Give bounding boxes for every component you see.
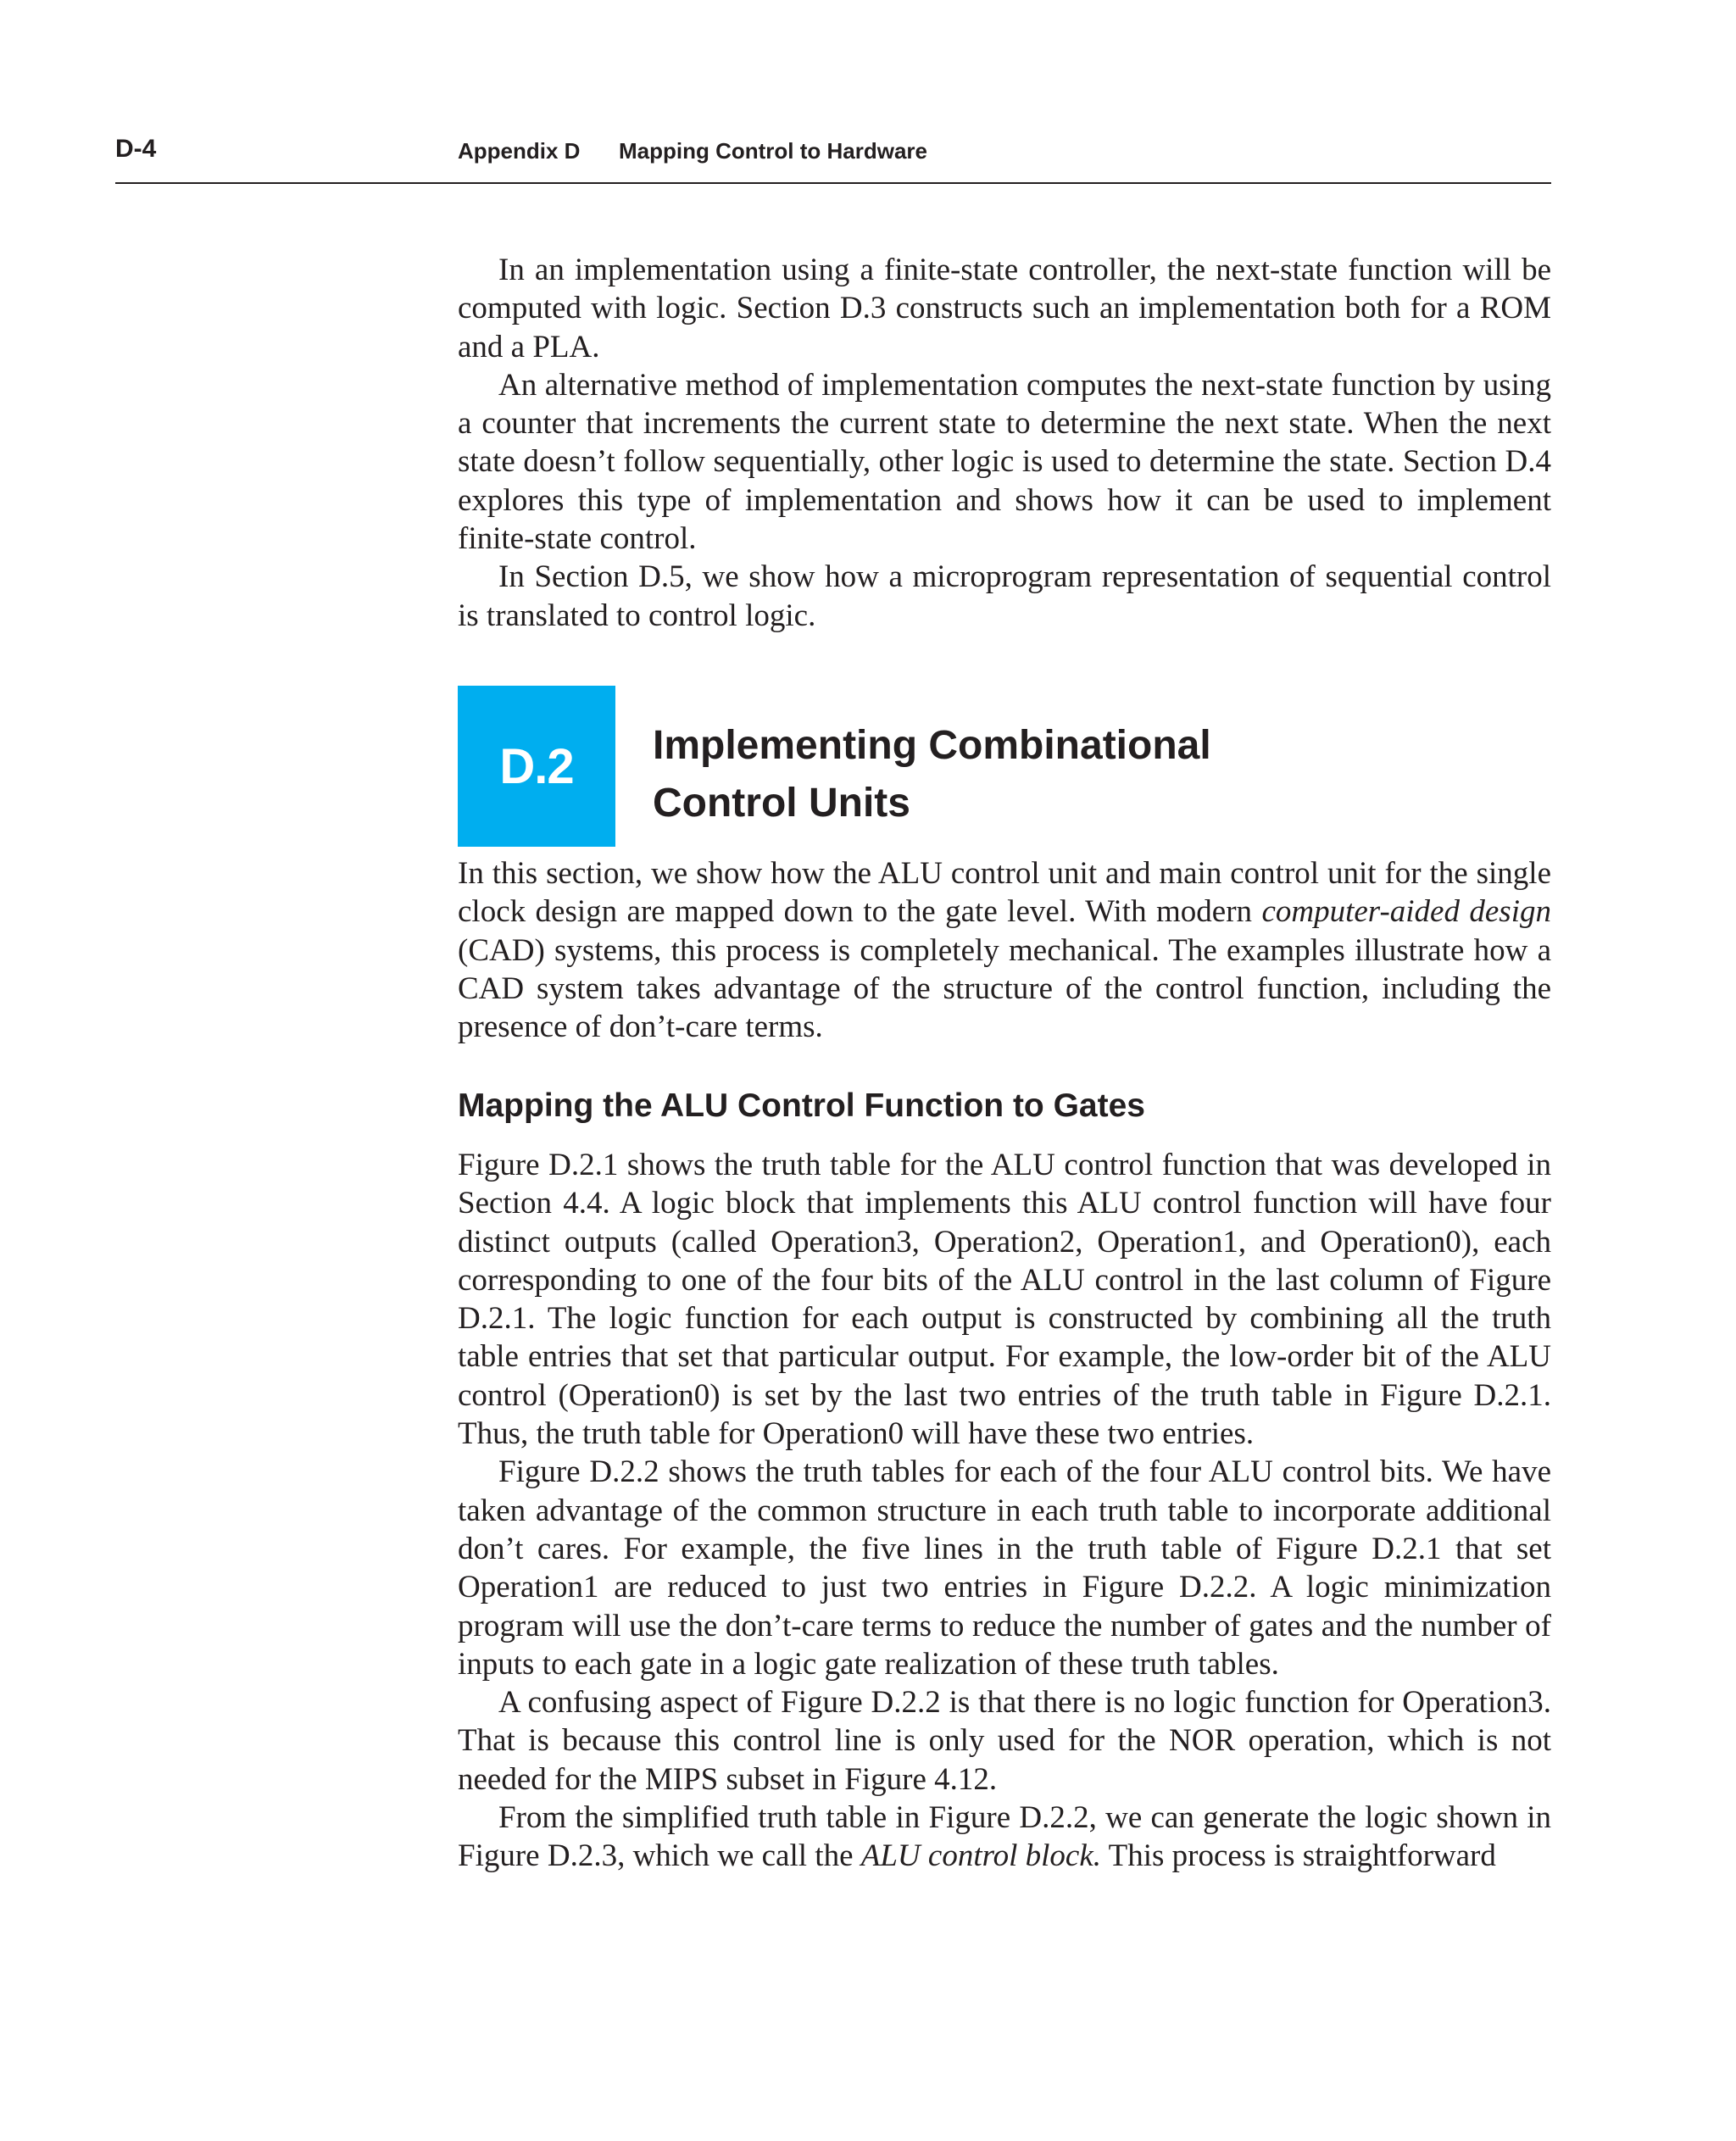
subsection-paragraph-2: Figure D.2.2 shows the truth tables for each of the four ALU control bits. We have taken advantage of the common structure in each truth table to incorporate additional don’t cares. For example, the five lines in the truth table of Figure D.2.1 that set Operation1 are reduced to just two entries in Figure D.2.2. A logic minimization program will use the don’t-care terms to reduce the number of gates and the number of inputs to each gate in a logic gate realization of these truth tables.: [458, 1454, 1551, 1682]
subsection-paragraph-1: Figure D.2.1 shows the truth table for the ALU control function that was developed in Section 4.4. A logic block that implements this ALU control function will have four distinct outputs (called Operation3, Operation2, Operation1, and Operation0), each corresponding to one of the four bits of the ALU control in the last column of Figure D.2.1. The logic function for each output is constructed by combining all the truth table entries that set that particular output. For example, the low-order bit of the ALU control (Operation0) is set by the last two entries of the truth table in Figure D.2.1. Thus, the truth table for Operation0 will have these two entries.: [458, 1148, 1551, 1452]
subsection-paragraph-4: [458, 1799, 1551, 1876]
page-number: D-4: [115, 135, 157, 163]
header-chapter-title: Mapping Control to Hardware: [619, 138, 927, 164]
subsection-paragraph-4-text-a: From the simplified truth table in Figure D.2.2, we can generate the logic shown in Figure D.2.3, which we call the: [458, 1800, 1551, 1874]
intro-paragraph-3: In Section D.5, we show how a microprogram representation of sequential control is translated to control logic.: [458, 559, 1551, 633]
subsection-body-text: [458, 1146, 1551, 1876]
section-title: [653, 717, 1211, 832]
section-intro-text-b: (CAD) systems, this process is completely mechanical. The examples illustrate how a CAD system takes advantage of the structure of the control function, including the presence of don’t-care terms.: [458, 932, 1551, 1045]
section-title-line-2: Control Units: [653, 781, 910, 826]
intro-paragraph-2: An alternative method of implementation computes the next-state function by using a counter that increments the current state to determine the next state. When the next state doesn’t follow sequentially, other logic is used to determine the state. Section D.4 explores this type of implementation and shows how it can be used to implement finite-state control.: [458, 367, 1551, 557]
subsection-paragraph-4-text-b: This process is straightforward: [1101, 1838, 1496, 1874]
intro-paragraph-1: In an implementation using a finite-state controller, the next-state function will be computed with logic. Section D.3 constructs such an implementation both for a ROM and a PLA.: [458, 253, 1551, 364]
section-intro-text: [458, 854, 1551, 1046]
intro-text: [458, 251, 1551, 635]
subsection-paragraph-4-italic-term: ALU control block.: [860, 1838, 1102, 1874]
section-number-badge: D.2: [458, 686, 615, 847]
header-appendix-label: Appendix D: [458, 138, 581, 164]
subsection-paragraph-3: A confusing aspect of Figure D.2.2 is that there is no logic function for Operation3. That is because this control line is only used for the NOR operation, which is not needed for the MIPS subset in Figure 4.12.: [458, 1685, 1551, 1797]
section-intro-italic-term: computer-aided design: [1261, 894, 1551, 930]
section-intro-paragraph: [458, 854, 1551, 1046]
section-intro-text-a: In this section, we show how the ALU control unit and main control unit for the single clock design are mapped down to the gate level. With modern: [458, 856, 1551, 930]
section-title-line-1: Implementing Combinational: [653, 723, 1211, 768]
subsection-title: Mapping the ALU Control Function to Gates: [458, 1087, 1145, 1124]
running-head: [115, 131, 1551, 184]
